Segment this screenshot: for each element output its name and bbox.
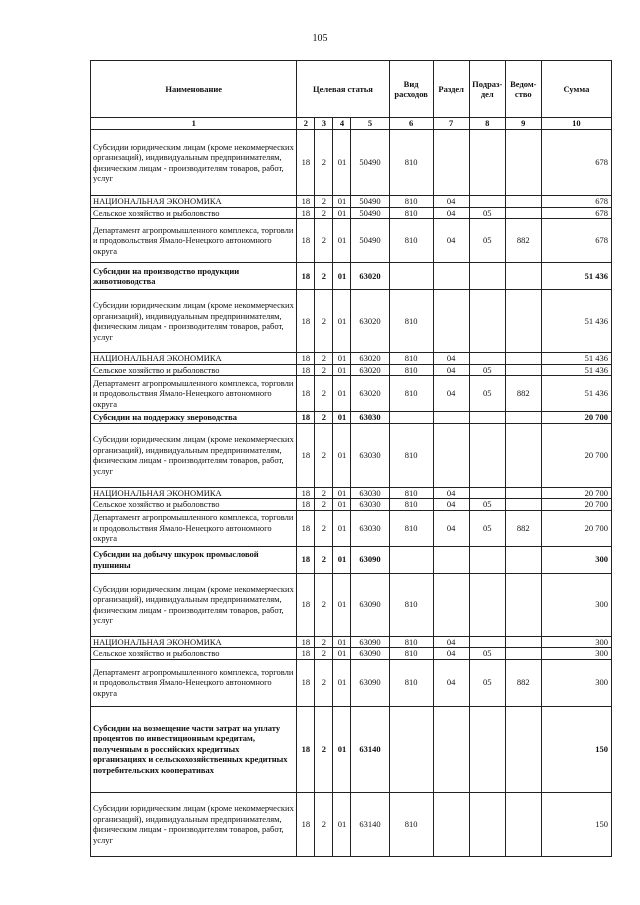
row-code-c5: 63020 [351, 290, 389, 353]
table-row [91, 499, 612, 511]
row-code-c5: 50490 [351, 130, 389, 196]
row-section [433, 706, 469, 792]
row-sum: 300 [541, 648, 611, 660]
row-subsection [469, 290, 505, 353]
row-code-c4: 01 [333, 412, 351, 424]
row-subsection: 05 [469, 659, 505, 706]
table-row [91, 423, 612, 487]
row-subsection [469, 423, 505, 487]
row-name: Субсидии юридическим лицам (кроме некоммерческих организаций), индивидуальным предпринимателям, физическим лицам - производителям товаров, работ, услуг [91, 130, 297, 196]
table-row [91, 792, 612, 856]
row-section: 04 [433, 659, 469, 706]
row-sum: 150 [541, 706, 611, 792]
row-vid: 810 [389, 353, 433, 365]
table-row [91, 376, 612, 412]
row-section: 04 [433, 487, 469, 499]
row-section [433, 412, 469, 424]
row-dept [505, 573, 541, 636]
row-section: 04 [433, 196, 469, 208]
row-sum: 51 436 [541, 263, 611, 290]
row-dept: 882 [505, 219, 541, 263]
row-code-c5: 63030 [351, 510, 389, 546]
row-subsection [469, 706, 505, 792]
row-dept [505, 364, 541, 376]
row-code-c5: 63030 [351, 487, 389, 499]
row-code-c4: 01 [333, 510, 351, 546]
row-code-c5: 63020 [351, 353, 389, 365]
row-dept [505, 353, 541, 365]
row-name: Департамент агропромышленного комплекса, торговли и продовольствия Ямало-Ненецкого автономного округа [91, 659, 297, 706]
row-subsection: 05 [469, 219, 505, 263]
row-sum: 51 436 [541, 353, 611, 365]
row-code-c5: 63020 [351, 263, 389, 290]
row-code-c5: 63030 [351, 499, 389, 511]
table-row [91, 510, 612, 546]
row-vid [389, 263, 433, 290]
row-vid: 810 [389, 130, 433, 196]
row-sum: 678 [541, 207, 611, 219]
row-code-c2: 18 [297, 376, 315, 412]
table-row [91, 353, 612, 365]
row-code-c4: 01 [333, 196, 351, 208]
page-number: 105 [312, 33, 328, 44]
row-vid: 810 [389, 196, 433, 208]
row-code-c4: 01 [333, 706, 351, 792]
row-dept [505, 290, 541, 353]
row-sum: 20 700 [541, 412, 611, 424]
row-code-c4: 01 [333, 487, 351, 499]
table-row [91, 196, 612, 208]
table-row [91, 207, 612, 219]
row-code-c5: 50490 [351, 196, 389, 208]
col-index: 8 [469, 118, 505, 130]
row-dept [505, 423, 541, 487]
row-dept [505, 263, 541, 290]
row-dept [505, 196, 541, 208]
row-code-c2: 18 [297, 130, 315, 196]
table-row [91, 659, 612, 706]
row-vid: 810 [389, 364, 433, 376]
row-code-c5: 63090 [351, 573, 389, 636]
row-dept: 882 [505, 659, 541, 706]
row-sum: 300 [541, 659, 611, 706]
row-code-c3: 2 [315, 196, 333, 208]
row-code-c3: 2 [315, 207, 333, 219]
row-name: Субсидии на возмещение части затрат на уплату процентов по инвестиционным кредитам, полученным в российских кредитных организациях и сельскохозяйственных кредитных потребительских кооперативах [91, 706, 297, 792]
col-index: 6 [389, 118, 433, 130]
header-sum: Сумма [541, 61, 611, 118]
col-index: 7 [433, 118, 469, 130]
row-code-c2: 18 [297, 792, 315, 856]
row-section: 04 [433, 219, 469, 263]
table-row [91, 364, 612, 376]
row-vid: 810 [389, 499, 433, 511]
col-index: 9 [505, 118, 541, 130]
table-row [91, 130, 612, 196]
row-vid: 810 [389, 659, 433, 706]
row-subsection [469, 263, 505, 290]
row-subsection: 05 [469, 499, 505, 511]
row-name: Сельское хозяйство и рыболовство [91, 648, 297, 660]
row-code-c4: 01 [333, 207, 351, 219]
row-code-c3: 2 [315, 648, 333, 660]
row-name: Субсидии юридическим лицам (кроме некоммерческих организаций), индивидуальным предпринимателям, физическим лицам - производителям товаров, работ, услуг [91, 792, 297, 856]
row-code-c3: 2 [315, 499, 333, 511]
table-row [91, 546, 612, 573]
row-code-c4: 01 [333, 792, 351, 856]
header-section: Раздел [433, 61, 469, 118]
row-code-c4: 01 [333, 546, 351, 573]
column-index-row [91, 118, 612, 130]
row-name: Субсидии на добычу шкурок промысловой пушнины [91, 546, 297, 573]
row-dept [505, 636, 541, 648]
row-name: Субсидии юридическим лицам (кроме некоммерческих организаций), индивидуальным предпринимателям, физическим лицам - производителям товаров, работ, услуг [91, 423, 297, 487]
row-sum: 20 700 [541, 487, 611, 499]
row-section: 04 [433, 376, 469, 412]
row-section [433, 546, 469, 573]
row-subsection [469, 196, 505, 208]
row-section: 04 [433, 636, 469, 648]
row-vid: 810 [389, 648, 433, 660]
row-subsection [469, 130, 505, 196]
row-subsection [469, 546, 505, 573]
table-row [91, 636, 612, 648]
row-code-c2: 18 [297, 207, 315, 219]
row-code-c4: 01 [333, 376, 351, 412]
row-section [433, 263, 469, 290]
row-code-c5: 50490 [351, 219, 389, 263]
row-code-c2: 18 [297, 499, 315, 511]
row-sum: 678 [541, 130, 611, 196]
row-code-c3: 2 [315, 510, 333, 546]
row-subsection: 05 [469, 510, 505, 546]
row-code-c2: 18 [297, 487, 315, 499]
row-name: Субсидии юридическим лицам (кроме некоммерческих организаций), индивидуальным предпринимателям, физическим лицам - производителям товаров, работ, услуг [91, 573, 297, 636]
row-subsection: 05 [469, 207, 505, 219]
row-code-c3: 2 [315, 573, 333, 636]
row-code-c5: 63090 [351, 659, 389, 706]
table-row [91, 412, 612, 424]
row-code-c2: 18 [297, 263, 315, 290]
row-subsection: 05 [469, 364, 505, 376]
row-code-c2: 18 [297, 353, 315, 365]
row-vid [389, 546, 433, 573]
row-code-c4: 01 [333, 364, 351, 376]
row-code-c2: 18 [297, 423, 315, 487]
row-code-c3: 2 [315, 706, 333, 792]
table-row [91, 487, 612, 499]
row-code-c2: 18 [297, 546, 315, 573]
row-dept: 882 [505, 510, 541, 546]
table-row [91, 648, 612, 660]
table-row [91, 573, 612, 636]
row-code-c4: 01 [333, 290, 351, 353]
row-code-c5: 63090 [351, 648, 389, 660]
row-vid: 810 [389, 423, 433, 487]
row-name: Департамент агропромышленного комплекса, торговли и продовольствия Ямало-Ненецкого автономного округа [91, 376, 297, 412]
row-code-c4: 01 [333, 423, 351, 487]
row-code-c2: 18 [297, 573, 315, 636]
col-index: 1 [91, 118, 297, 130]
row-code-c3: 2 [315, 792, 333, 856]
col-index: 10 [541, 118, 611, 130]
row-code-c4: 01 [333, 659, 351, 706]
row-code-c3: 2 [315, 263, 333, 290]
table-row [91, 706, 612, 792]
header-subsection: Подраз-дел [469, 61, 505, 118]
table-row [91, 219, 612, 263]
row-dept [505, 487, 541, 499]
header-vid: Вид расходов [389, 61, 433, 118]
row-name: Субсидии юридическим лицам (кроме некоммерческих организаций), индивидуальным предпринимателям, физическим лицам - производителям товаров, работ, услуг [91, 290, 297, 353]
row-code-c5: 63020 [351, 376, 389, 412]
row-code-c5: 63030 [351, 412, 389, 424]
budget-table [90, 60, 612, 857]
row-code-c2: 18 [297, 219, 315, 263]
row-name: НАЦИОНАЛЬНАЯ ЭКОНОМИКА [91, 636, 297, 648]
row-section [433, 290, 469, 353]
row-code-c3: 2 [315, 130, 333, 196]
header-target: Целевая статья [297, 61, 389, 118]
row-code-c2: 18 [297, 510, 315, 546]
col-index: 3 [315, 118, 333, 130]
row-code-c3: 2 [315, 546, 333, 573]
row-code-c3: 2 [315, 636, 333, 648]
row-dept [505, 499, 541, 511]
row-subsection [469, 636, 505, 648]
row-sum: 20 700 [541, 423, 611, 487]
row-vid [389, 412, 433, 424]
row-dept [505, 546, 541, 573]
row-section: 04 [433, 648, 469, 660]
row-code-c2: 18 [297, 659, 315, 706]
row-name: Сельское хозяйство и рыболовство [91, 364, 297, 376]
row-code-c4: 01 [333, 499, 351, 511]
row-name: Субсидии на производство продукции животноводства [91, 263, 297, 290]
row-section [433, 573, 469, 636]
row-vid: 810 [389, 207, 433, 219]
row-vid: 810 [389, 510, 433, 546]
row-name: Субсидии на поддержку звероводства [91, 412, 297, 424]
row-dept: 882 [505, 376, 541, 412]
table-row [91, 290, 612, 353]
row-sum: 300 [541, 546, 611, 573]
row-subsection [469, 792, 505, 856]
row-code-c3: 2 [315, 423, 333, 487]
row-name: Сельское хозяйство и рыболовство [91, 207, 297, 219]
row-sum: 51 436 [541, 290, 611, 353]
row-name: Департамент агропромышленного комплекса, торговли и продовольствия Ямало-Ненецкого автономного округа [91, 219, 297, 263]
row-code-c5: 63090 [351, 546, 389, 573]
row-vid: 810 [389, 290, 433, 353]
row-code-c2: 18 [297, 364, 315, 376]
row-vid: 810 [389, 636, 433, 648]
row-sum: 150 [541, 792, 611, 856]
row-subsection [469, 353, 505, 365]
header-dept: Ведом-ство [505, 61, 541, 118]
row-sum: 51 436 [541, 364, 611, 376]
row-sum: 20 700 [541, 510, 611, 546]
row-section [433, 423, 469, 487]
row-code-c2: 18 [297, 290, 315, 353]
row-code-c5: 63140 [351, 792, 389, 856]
col-index: 4 [333, 118, 351, 130]
row-name: Сельское хозяйство и рыболовство [91, 499, 297, 511]
row-name: НАЦИОНАЛЬНАЯ ЭКОНОМИКА [91, 196, 297, 208]
row-dept [505, 648, 541, 660]
row-vid: 810 [389, 219, 433, 263]
row-sum: 20 700 [541, 499, 611, 511]
row-sum: 300 [541, 573, 611, 636]
row-name: НАЦИОНАЛЬНАЯ ЭКОНОМИКА [91, 353, 297, 365]
row-subsection: 05 [469, 648, 505, 660]
row-vid: 810 [389, 487, 433, 499]
row-code-c5: 50490 [351, 207, 389, 219]
row-sum: 51 436 [541, 376, 611, 412]
col-index: 5 [351, 118, 389, 130]
row-code-c5: 63140 [351, 706, 389, 792]
row-dept [505, 792, 541, 856]
row-vid: 810 [389, 376, 433, 412]
row-code-c2: 18 [297, 412, 315, 424]
row-vid: 810 [389, 573, 433, 636]
row-vid [389, 706, 433, 792]
row-code-c2: 18 [297, 636, 315, 648]
row-code-c4: 01 [333, 263, 351, 290]
row-section: 04 [433, 510, 469, 546]
row-section: 04 [433, 364, 469, 376]
row-code-c3: 2 [315, 412, 333, 424]
row-code-c4: 01 [333, 636, 351, 648]
row-dept [505, 706, 541, 792]
row-code-c4: 01 [333, 648, 351, 660]
row-section: 04 [433, 499, 469, 511]
table-row [91, 263, 612, 290]
row-code-c5: 63090 [351, 636, 389, 648]
row-dept [505, 130, 541, 196]
row-code-c4: 01 [333, 573, 351, 636]
row-section [433, 792, 469, 856]
row-dept [505, 207, 541, 219]
row-code-c4: 01 [333, 219, 351, 263]
row-code-c2: 18 [297, 196, 315, 208]
row-section: 04 [433, 207, 469, 219]
row-subsection [469, 412, 505, 424]
row-code-c4: 01 [333, 130, 351, 196]
row-code-c3: 2 [315, 219, 333, 263]
row-section: 04 [433, 353, 469, 365]
header-row [91, 61, 612, 118]
row-sum: 300 [541, 636, 611, 648]
row-sum: 678 [541, 219, 611, 263]
row-code-c3: 2 [315, 659, 333, 706]
row-section [433, 130, 469, 196]
header-name: Наименование [91, 61, 297, 118]
row-code-c5: 63020 [351, 364, 389, 376]
row-code-c2: 18 [297, 648, 315, 660]
row-code-c3: 2 [315, 290, 333, 353]
row-sum: 678 [541, 196, 611, 208]
col-index: 2 [297, 118, 315, 130]
row-subsection: 05 [469, 376, 505, 412]
row-code-c3: 2 [315, 487, 333, 499]
row-code-c3: 2 [315, 364, 333, 376]
row-name: Департамент агропромышленного комплекса, торговли и продовольствия Ямало-Ненецкого автономного округа [91, 510, 297, 546]
row-code-c3: 2 [315, 376, 333, 412]
row-subsection [469, 487, 505, 499]
row-dept [505, 412, 541, 424]
row-name: НАЦИОНАЛЬНАЯ ЭКОНОМИКА [91, 487, 297, 499]
row-subsection [469, 573, 505, 636]
row-vid: 810 [389, 792, 433, 856]
row-code-c5: 63030 [351, 423, 389, 487]
row-code-c4: 01 [333, 353, 351, 365]
row-code-c2: 18 [297, 706, 315, 792]
row-code-c3: 2 [315, 353, 333, 365]
